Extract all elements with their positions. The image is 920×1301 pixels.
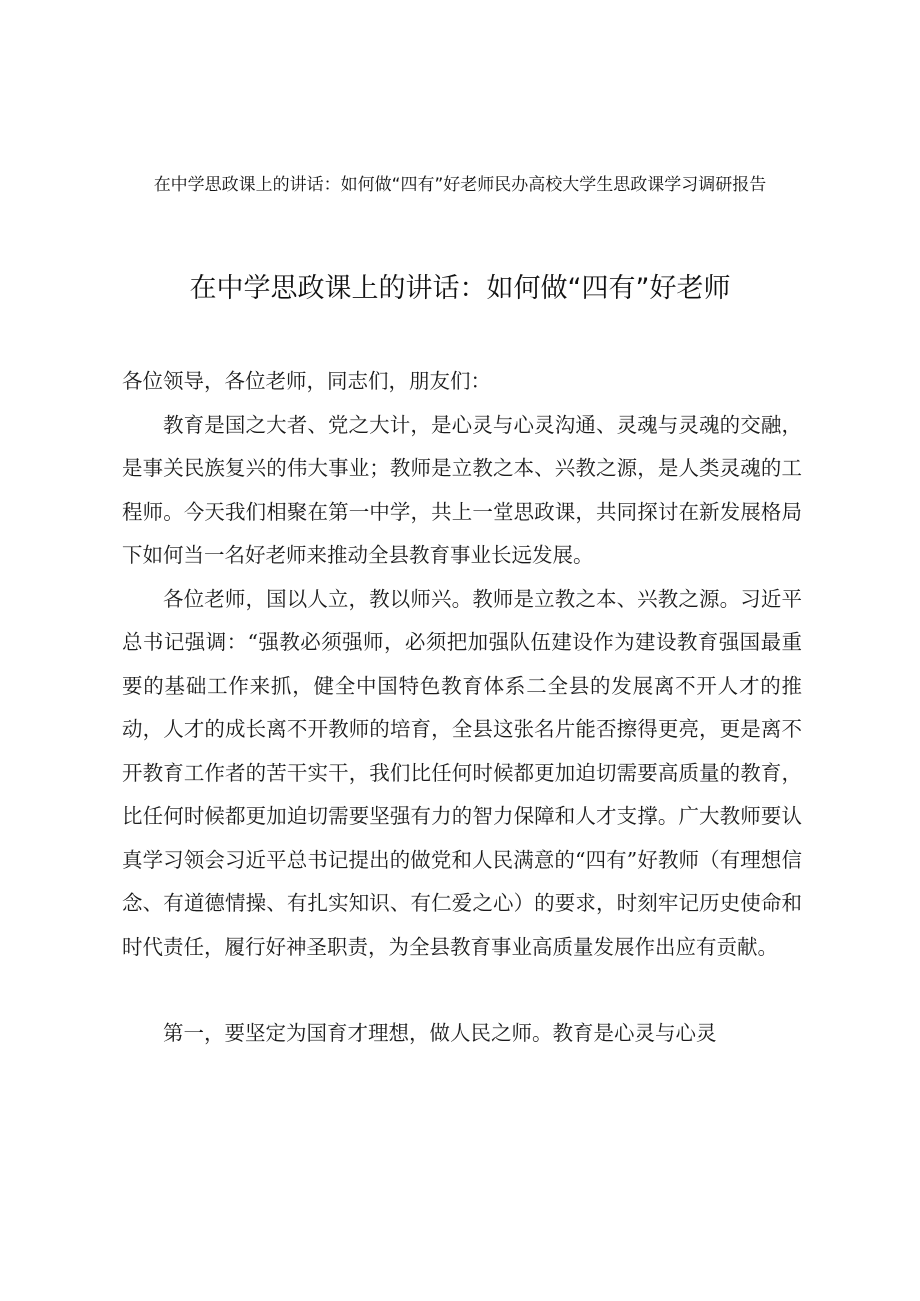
document-body bbox=[122, 360, 802, 1056]
paragraph-2: 各位老师，国以人立，教以师兴。教师是立教之本、兴教之源。习近平总书记强调：“强教必须强师，必须把加强队伍建设作为建设教育强国最重要的基础工作来抓，健全中国特色教育体系二全县的发展离不开人才的推动，人才的成长离不开教师的培育，全县这张名片能否擦得更亮，更是离不开教育工作者的苦干实干，我们比任何时候都更加迫切需要高质量的教育，比任何时候都更加迫切需要坚强有力的智力保障和人才支撑。广大教师要认真学习领会习近平总书记提出的做党和人民满意的“四有”好教师（有理想信念、有道德情操、有扎实知识、有仁爱之心）的要求，时刻牢记历史使命和时代责任，履行好神圣职责，为全县教育事业高质量发展作出应有贡献。 bbox=[122, 586, 802, 959]
paragraph-3: 第一，要坚定为国育才理想，做人民之师。教育是心灵与心灵 bbox=[163, 1021, 717, 1045]
paragraph-1: 教育是国之大者、党之大计，是心灵与心灵沟通、灵魂与灵魂的交融，是事关民族复兴的伟大事业；教师是立教之本、兴教之源，是人类灵魂的工程师。今天我们相聚在第一中学，共上一堂思政课，共同探讨在新发展格局下如何当一名好老师来推动全县教育事业长远发展。 bbox=[122, 412, 802, 567]
document-header: 在中学思政课上的讲话：如何做“四有”好老师民办高校大学生思政课学习调研报告 bbox=[153, 175, 767, 195]
document-title: 在中学思政课上的讲话：如何做“四有”好老师 bbox=[189, 273, 731, 304]
paragraph-spacer bbox=[122, 969, 802, 1012]
salutation: 各位领导，各位老师，同志们，朋友们： bbox=[122, 369, 491, 393]
